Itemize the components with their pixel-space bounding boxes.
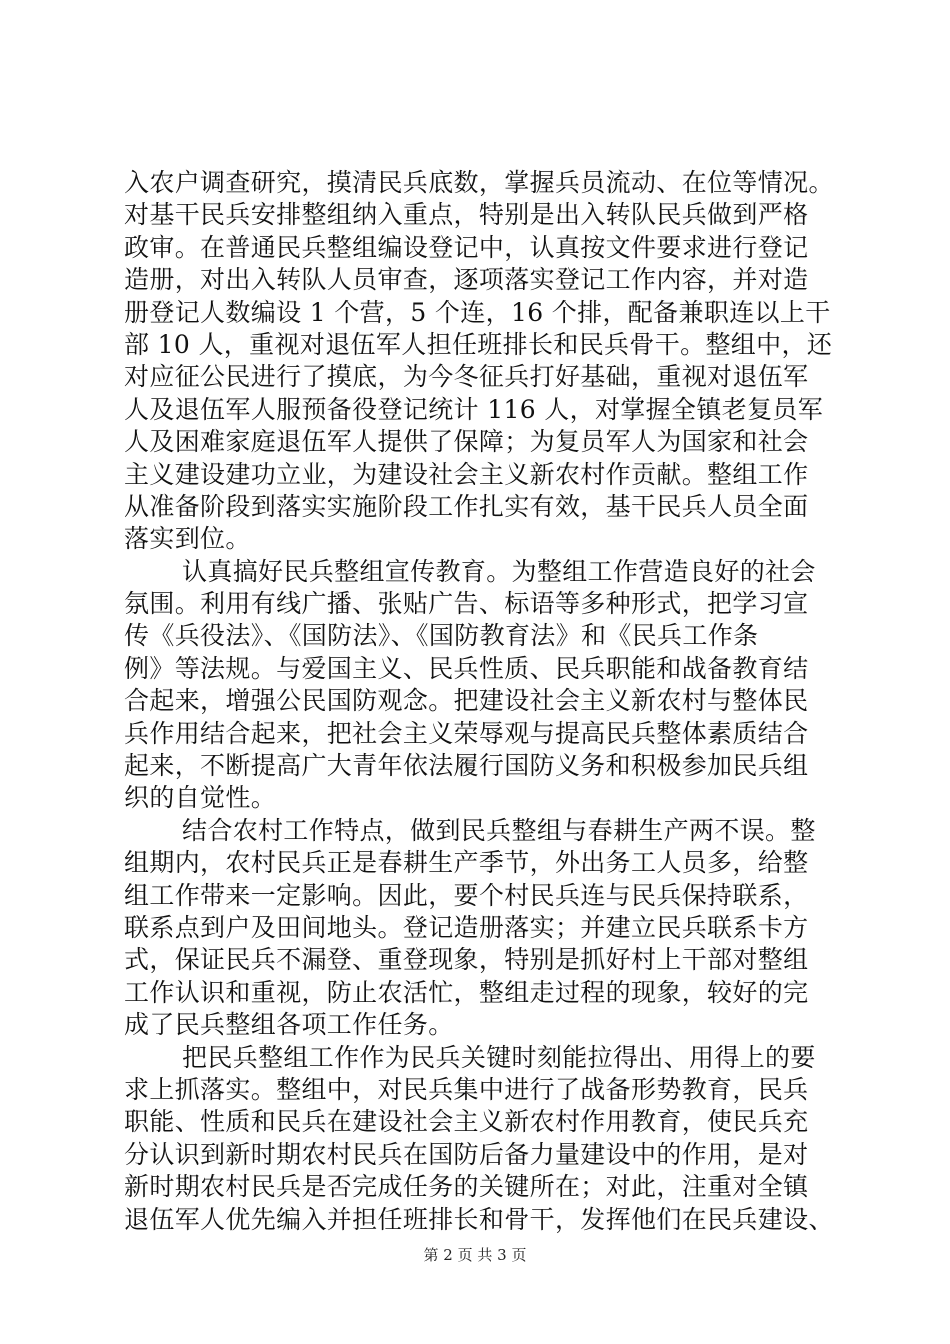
page-footer: 第 2 页 共 3 页 xyxy=(423,1246,527,1264)
text-line: 从准备阶段到落实实施阶段工作扎实有效，基干民兵人员全面 xyxy=(124,491,809,521)
text-line: 新时期农村民兵是否完成任务的关键所在；对此，注重对全镇 xyxy=(124,1172,809,1202)
text-line: 职能、性质和民兵在建设社会主义新农村作用教育，使民兵充 xyxy=(124,1107,809,1137)
text-line: 把民兵整组工作作为民兵关键时刻能拉得出、用得上的要 xyxy=(182,1042,816,1072)
text-line: 工作认识和重视，防止农活忙，整组走过程的现象，较好的完 xyxy=(124,977,809,1007)
text-line: 造册，对出入转队人员审查，逐项落实登记工作内容，并对造 xyxy=(124,265,809,295)
text-line: 结合农村工作特点，做到民兵整组与春耕生产两不误。整 xyxy=(182,815,816,845)
text-line: 册登记人数编设 1 个营，5 个连，16 个排，配备兼职连以上干 xyxy=(124,297,831,327)
text-line: 人及退伍军人服预备役登记统计 116 人，对掌握全镇老复员军 xyxy=(124,394,824,424)
text-line: 成了民兵整组各项工作任务。 xyxy=(124,1010,454,1040)
text-line: 对应征公民进行了摸底，为今冬征兵打好基础，重视对退伍军 xyxy=(124,362,809,392)
text-line: 落实到位。 xyxy=(124,524,251,554)
text-line: 式，保证民兵不漏登、重登现象，特别是抓好村上干部对整组 xyxy=(124,945,809,975)
text-line: 合起来，增强公民国防观念。把建设社会主义新农村与整体民 xyxy=(124,686,809,716)
text-line: 求上抓落实。整组中，对民兵集中进行了战备形势教育，民兵 xyxy=(124,1074,809,1104)
text-line: 政审。在普通民兵整组编设登记中，认真按文件要求进行登记 xyxy=(124,232,809,262)
text-line: 起来，不断提高广大青年依法履行国防义务和积极参加民兵组 xyxy=(124,751,809,781)
text-line: 人及困难家庭退伍军人提供了保障；为复员军人为国家和社会 xyxy=(124,427,809,457)
text-line: 部 10 人，重视对退伍军人担任班排长和民兵骨干。整组中，还 xyxy=(124,329,833,359)
text-line: 传《兵役法》、《国防法》、《国防教育法》和《民兵工作条 xyxy=(124,621,759,651)
text-line: 兵作用结合起来，把社会主义荣辱观与提高民兵整体素质结合 xyxy=(124,718,809,748)
text-line: 入农户调查研究，摸清民兵底数，掌握兵员流动、在位等情况。 xyxy=(124,168,834,197)
text-line: 例》等法规。与爱国主义、民兵性质、民兵职能和战备教育结 xyxy=(124,653,809,683)
text-line: 主义建设建功立业，为建设社会主义新农村作贡献。整组工作 xyxy=(124,459,809,489)
text-line: 氛围。利用有线广播、张贴广告、标语等多种形式，把学习宣 xyxy=(124,589,809,619)
text-line: 织的自觉性。 xyxy=(124,783,277,813)
text-line: 组期内，农村民兵正是春耕生产季节，外出务工人员多，给整 xyxy=(124,848,809,878)
text-line: 联系点到户及田间地头。登记造册落实；并建立民兵联系卡方 xyxy=(124,912,809,942)
text-line: 组工作带来一定影响。因此，要个村民兵连与民兵保持联系， xyxy=(124,880,809,910)
text-line: 退伍军人优先编入并担任班排长和骨干，发挥他们在民兵建设、 xyxy=(124,1204,834,1234)
text-line: 对基干民兵安排整组纳入重点，特别是出入转队民兵做到严格 xyxy=(124,200,809,230)
body-text xyxy=(124,167,836,1236)
text-line: 分认识到新时期农村民兵在国防后备力量建设中的作用，是对 xyxy=(124,1139,809,1169)
text-line: 认真搞好民兵整组宣传教育。为整组工作营造良好的社会 xyxy=(182,556,816,586)
